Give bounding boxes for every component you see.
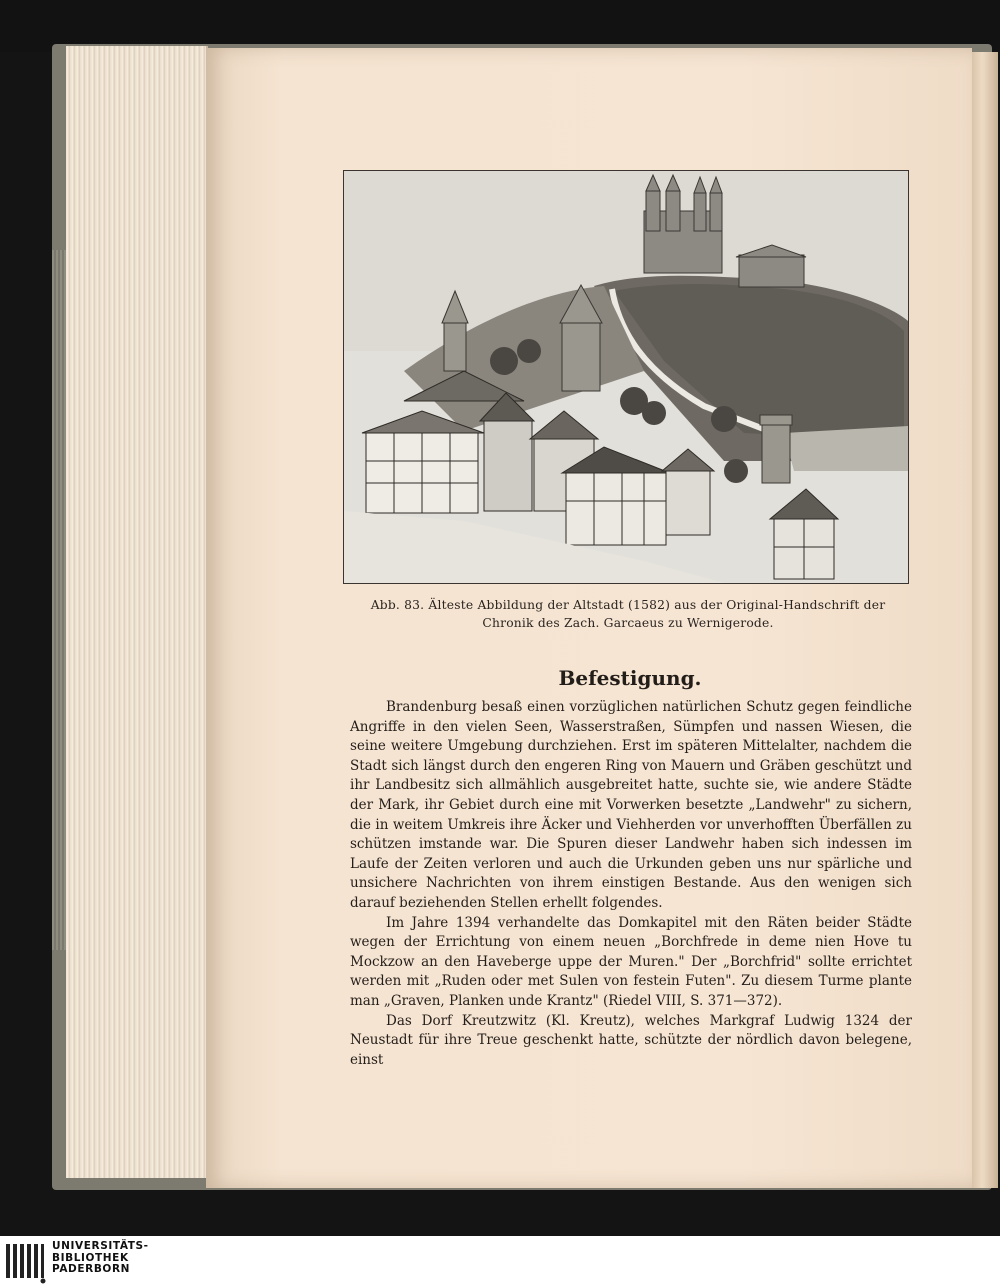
paragraph: Im Jahre 1394 verhandelte das Domkapitel mit den Räten beider Städte wegen der Errichtung von einem neuen „Borchfrede in deme nien Hove tu Mockzow an den Haveberge uppe der Muren." Der „Borchfrid" sollte errichtet werden mit „Ruden oder met Sulen von festein Futen". Zu diesem Turme plante man „Graven, Planken unde Krantz" (Riedel VIII, S. 371—372).	[350, 914, 912, 1009]
page-stack	[66, 46, 208, 1178]
paragraph: Das Dorf Kreutzwitz (Kl. Kreutz), welches Markgraf Ludwig 1324 der Neustadt für ihre Treue geschenkt hatte, schützte der nördlich davon belegene, einst	[350, 1012, 912, 1068]
illustration-altstadt	[343, 170, 909, 584]
section-heading: Befestigung.	[558, 666, 702, 690]
library-footer	[0, 1236, 1000, 1286]
paragraph: Brandenburg besaß einen vorzüglichen natürlichen Schutz gegen feindliche Angriffe in den vielen Seen, Wasserstraßen, Sümpfen und nassen Wiesen, die seine weitere Umgebung durchziehen. Erst im späteren Mittelalter, nachdem die Stadt sich längst durch den engeren Ring von Mauern und Gräben geschützt und ihr Landbesitz sich allmählich ausgebreitet hatte, suchte sie, wie andere Städte der Mark, ihr Gebiet durch eine mit Vorwerken besetzte „Landwehr" zu sichern, die in weitem Umkreis ihre Äcker und Viehherden vor unverhofften Überfällen zu schützen imstande war. Die Spuren dieser Landwehr haben sich indessen im Laufe der Zeiten verloren und auch die Urkunden geben uns nur spärliche und unsichere Nachrichten von ihrem einstigen Bestande. Aus den wenigen sich darauf beziehenden Stellen erhellt folgendes.	[350, 699, 912, 911]
library-name: UNIVERSITÄTS- BIBLIOTHEK PADERBORN	[52, 1240, 149, 1275]
figure-caption: Abb. 83. Älteste Abbildung der Altstadt (1582) aus der Original-Handschrift der Chronik des Zach. Garcaeus zu Wernigerode.	[370, 598, 886, 630]
body-text	[350, 698, 912, 1070]
page-edge	[972, 52, 998, 1188]
town-engraving	[344, 171, 908, 583]
library-logo-icon	[4, 1240, 46, 1284]
